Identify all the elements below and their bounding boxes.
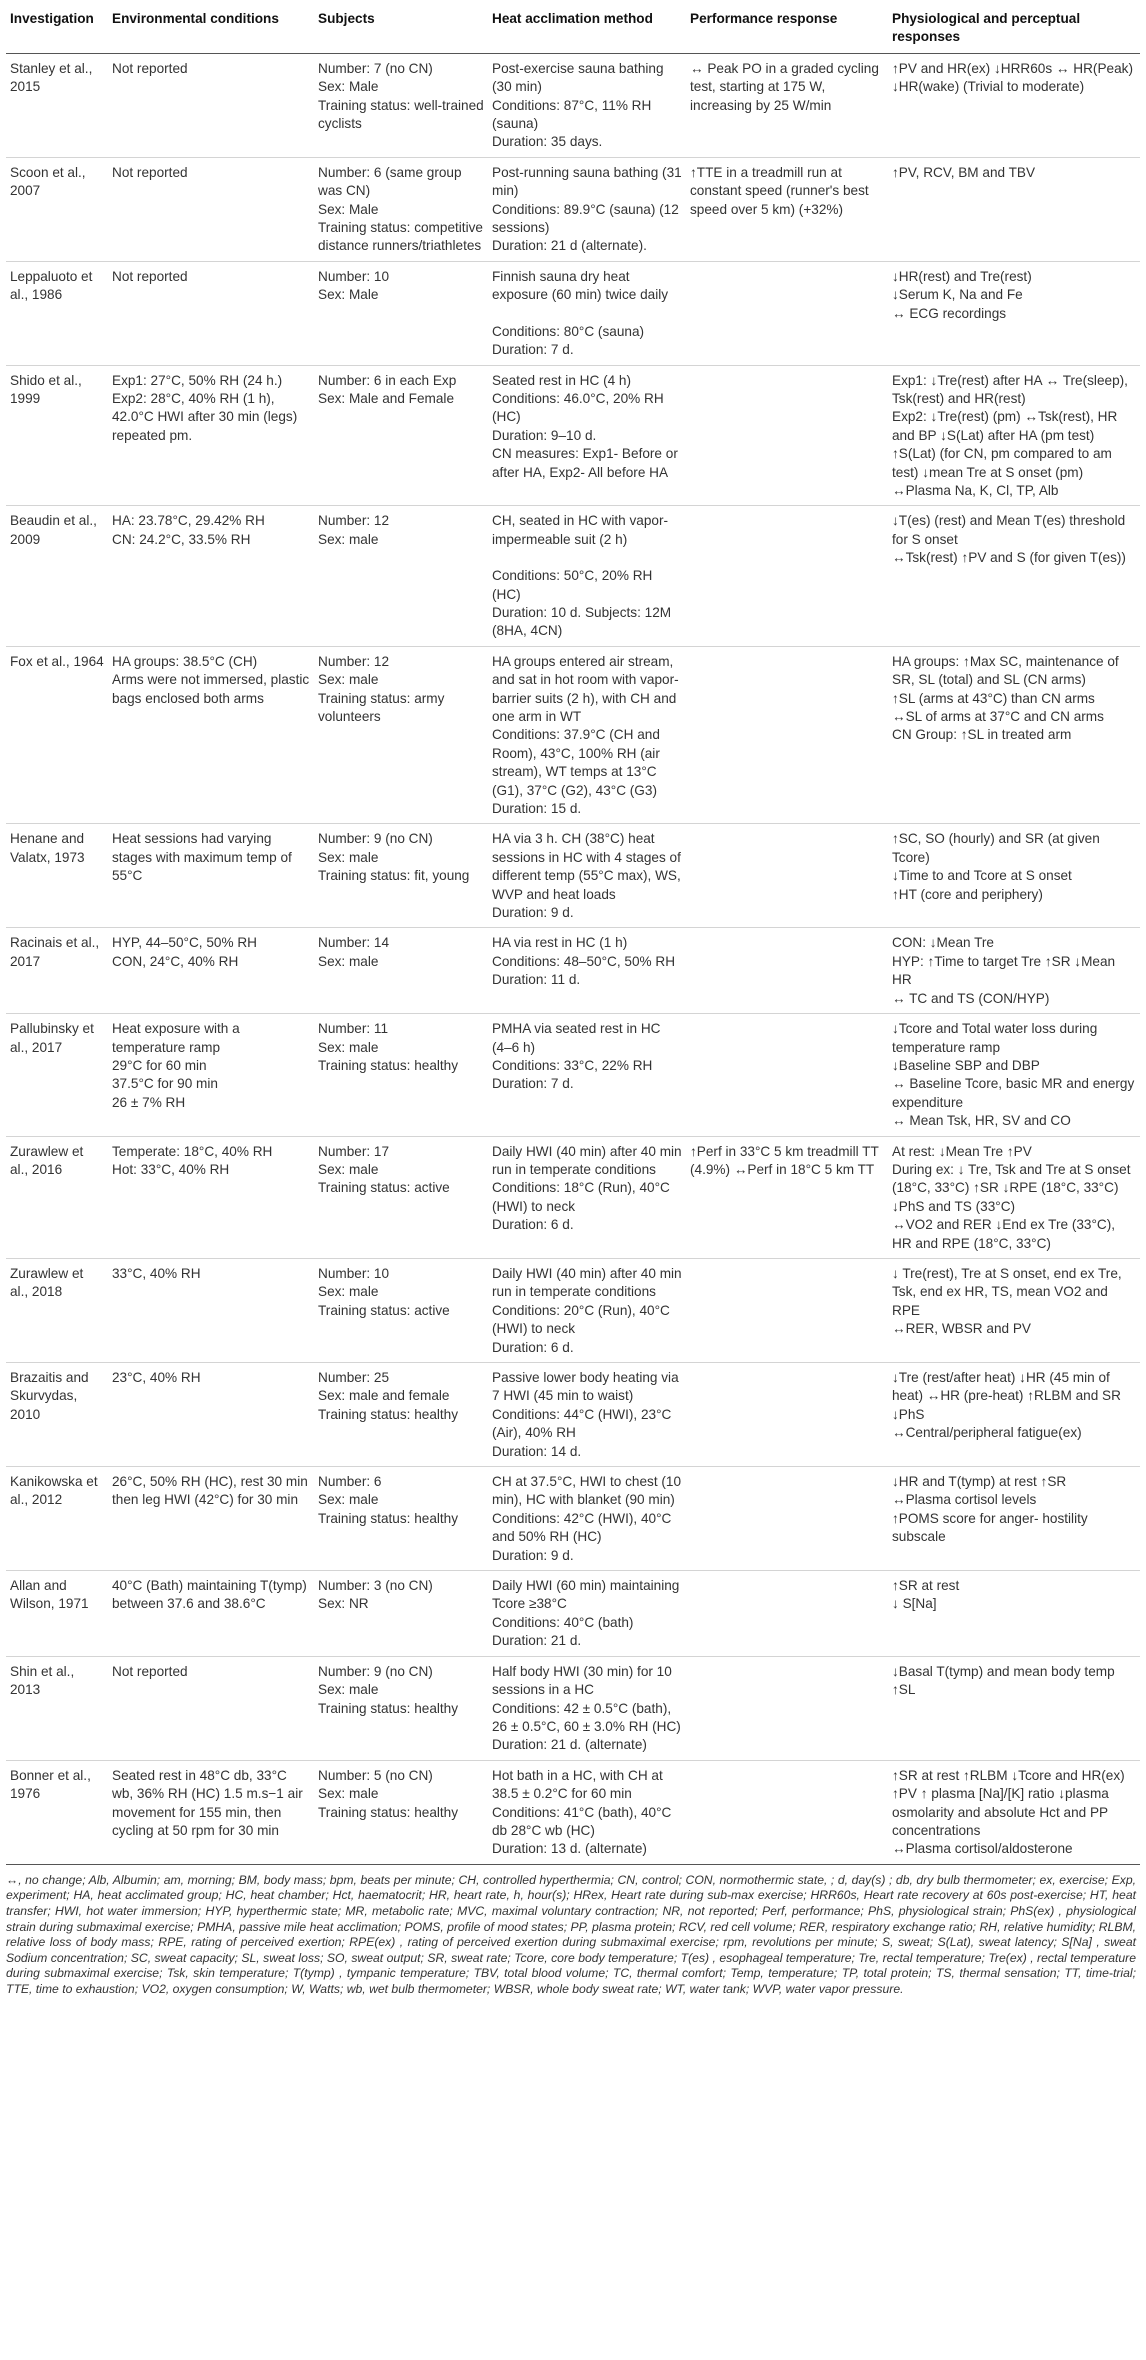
- cell-line: ↔SL of arms at 37°C and CN arms: [892, 709, 1104, 724]
- performance-cell: [686, 1467, 888, 1571]
- cell-line: 37.5°C for 90 min: [112, 1076, 218, 1092]
- cell-line: Sex: male: [318, 1284, 379, 1300]
- table-row: [6, 1467, 1140, 1571]
- cell-line: Number: 6 (same group was CN): [318, 164, 462, 199]
- investigation-cell: Racinais et al., 2017: [6, 928, 108, 1014]
- method-cell: [488, 506, 686, 646]
- environment-cell: [108, 646, 314, 824]
- method-cell: [488, 1467, 686, 1571]
- cell-line: ↔Plasma cortisol/aldosterone: [892, 1841, 1073, 1857]
- method-cell: [488, 928, 686, 1014]
- physiological-cell: [888, 1363, 1140, 1467]
- subjects-cell: [314, 1571, 488, 1657]
- cell-line: Not reported: [112, 1663, 188, 1679]
- table-row: [6, 1656, 1140, 1760]
- performance-cell: [686, 506, 888, 646]
- cell-line: Number: 17: [318, 1143, 390, 1159]
- cell-line: Conditions: 41°C (bath), 40°C db 28°C wb (HC): [492, 1804, 672, 1838]
- physiological-cell: [888, 1656, 1140, 1760]
- performance-cell: [686, 1258, 888, 1362]
- cell-line: ↔Plasma Na, K, Cl, TP, Alb: [892, 482, 1059, 498]
- cell-line: ↔Central/peripheral fatigue(ex): [892, 1425, 1082, 1441]
- cell-line: HYP, 44–50°C, 50% RH: [112, 935, 257, 951]
- cell-line: ↓Baseline SBP and DBP: [892, 1057, 1040, 1073]
- physiological-cell: [888, 1136, 1140, 1258]
- performance-cell: [686, 1363, 888, 1467]
- cell-line: ↔Tsk(rest) ↑PV and S (for given T(es)): [892, 550, 1126, 566]
- cell-line: Duration: 21 d (alternate).: [492, 238, 647, 254]
- investigation-cell: Allan and Wilson, 1971: [6, 1571, 108, 1657]
- cell-line: Heat exposure with a temperature ramp: [112, 1021, 240, 1055]
- performance-cell: [686, 53, 888, 157]
- subjects-cell: [314, 53, 488, 157]
- header-performance-response: Performance response: [686, 8, 888, 53]
- performance-cell: [686, 1136, 888, 1258]
- investigation-cell: Pallubinsky et al., 2017: [6, 1014, 108, 1136]
- cell-line: Number: 10: [318, 1265, 390, 1281]
- cell-line: ↓Time to and Tcore at S onset: [892, 868, 1072, 884]
- table-row: [6, 261, 1140, 365]
- cell-line: 23°C, 40% RH: [112, 1370, 201, 1385]
- cell-line: Sex: male: [318, 672, 379, 688]
- cell-line: Duration: 15 d.: [492, 801, 582, 817]
- cell-line: ↔RER, WBSR and PV: [892, 1321, 1031, 1337]
- cell-line: Training status: active: [318, 1180, 450, 1196]
- performance-cell: [686, 365, 888, 506]
- method-cell: [488, 261, 686, 365]
- physiological-cell: [888, 824, 1140, 928]
- cell-line: Daily HWI (60 min) maintaining Tcore ≥38°C: [492, 1578, 680, 1612]
- cell-line: PMHA via seated rest in HC (4–6 h): [492, 1021, 661, 1055]
- cell-line: Exp1: ↓Tre(rest) after HA ↔ Tre(sleep), Tsk(rest) and HR(rest): [892, 372, 1128, 406]
- cell-line: Number: 25: [318, 1370, 390, 1385]
- header-environmental-conditions: Environmental conditions: [108, 8, 314, 53]
- cell-line: Training status: fit, young: [318, 868, 470, 884]
- table-row: [6, 928, 1140, 1014]
- cell-line: Duration: 6 d.: [492, 1217, 574, 1233]
- cell-line: Sex: Male: [318, 287, 379, 303]
- cell-line: Exp1: 27°C, 50% RH (24 h.): [112, 372, 283, 388]
- method-cell: [488, 1571, 686, 1657]
- environment-cell: [108, 1656, 314, 1760]
- cell-line: ↔ Baseline Tcore, basic MR and energy expenditure: [892, 1076, 1135, 1110]
- physiological-cell: [888, 365, 1140, 506]
- cell-line: ↓T(es) (rest) and Mean T(es) threshold for S onset: [892, 513, 1126, 547]
- cell-line: CN measures: Exp1- Before or after HA, Exp2- All before HA: [492, 446, 678, 480]
- cell-line: At rest: ↓Mean Tre ↑PV: [892, 1143, 1032, 1159]
- table-row: [6, 1258, 1140, 1362]
- cell-line: 26°C, 50% RH (HC), rest 30 min then leg HWI (42°C) for 30 min: [112, 1474, 308, 1508]
- performance-cell: [686, 157, 888, 261]
- cell-line: Conditions: 18°C (Run), 40°C (HWI) to neck: [492, 1180, 670, 1214]
- cell-line: Number: 11: [318, 1021, 389, 1037]
- table-row: [6, 1136, 1140, 1258]
- method-cell: [488, 1258, 686, 1362]
- cell-line: Sex: NR: [318, 1596, 369, 1612]
- physiological-cell: [888, 53, 1140, 157]
- cell-line: ↑SR at rest: [892, 1578, 960, 1594]
- cell-line: Daily HWI (40 min) after 40 min run in temperate conditions: [492, 1143, 682, 1177]
- performance-cell: [686, 261, 888, 365]
- cell-line: Hot bath in a HC, with CH at 38.5 ± 0.2°C for 60 min: [492, 1767, 663, 1802]
- cell-line: ↑SR at rest ↑RLBM ↓Tcore and HR(ex): [892, 1767, 1125, 1783]
- method-cell: [488, 53, 686, 157]
- cell-line: Conditions: 46.0°C, 20% RH (HC): [492, 390, 664, 425]
- environment-cell: [108, 1014, 314, 1136]
- cell-line: CON, 24°C, 40% RH: [112, 953, 239, 969]
- cell-line: Not reported: [112, 268, 188, 284]
- cell-line: ↑S(Lat) (for CN, pm compared to am test) ↓mean Tre at S onset (pm): [892, 446, 1112, 480]
- cell-line: Sex: male: [318, 849, 379, 865]
- cell-line: Number: 14: [318, 935, 390, 951]
- cell-line: Exp2: ↓Tre(rest) (pm) ↔Tsk(rest), HR and BP ↓S(Lat) after HA (pm test): [892, 409, 1118, 443]
- subjects-cell: [314, 261, 488, 365]
- cell-line: 29°C for 60 min: [112, 1057, 207, 1073]
- cell-line: Number: 6 in each Exp: [318, 372, 457, 388]
- cell-line: Sex: Male: [318, 79, 379, 95]
- investigation-cell: Zurawlew et al., 2018: [6, 1258, 108, 1362]
- environment-cell: [108, 1760, 314, 1864]
- physiological-cell: [888, 261, 1140, 365]
- cell-line: Training status: competitive distance runners/triathletes: [318, 220, 483, 254]
- environment-cell: [108, 824, 314, 928]
- cell-line: Conditions: 89.9°C (sauna) (12 sessions): [492, 201, 679, 236]
- investigation-cell: Leppaluoto et al., 1986: [6, 261, 108, 365]
- cell-line: ↓ Tre(rest), Tre at S onset, end ex Tre, Tsk, end ex HR, TS, mean VO2 and RPE: [892, 1265, 1122, 1318]
- cell-line: HA groups: ↑Max SC, maintenance of SR, SL (total) and SL (CN arms): [892, 653, 1119, 688]
- cell-line: Not reported: [112, 60, 188, 76]
- cell-line: ↔ Mean Tsk, HR, SV and CO: [892, 1113, 1071, 1129]
- cell-line: Duration: 7 d.: [492, 342, 574, 358]
- cell-line: Sex: male: [318, 531, 379, 547]
- cell-line: Training status: active: [318, 1302, 450, 1318]
- method-cell: [488, 1363, 686, 1467]
- cell-line: ↑SL: [892, 1682, 916, 1698]
- cell-line: ↓HR and T(tymp) at rest ↑SR: [892, 1474, 1067, 1490]
- cell-line: Number: 5 (no CN): [318, 1767, 433, 1783]
- cell-line: Post-running sauna bathing (31 min): [492, 164, 682, 199]
- cell-line: ↔ TC and TS (CON/HYP): [892, 990, 1050, 1006]
- cell-line: ↑PV ↑ plasma [Na]/[K] ratio ↓plasma osmolarity and absolute Hct and PP concentrations: [892, 1786, 1109, 1838]
- table-row: [6, 157, 1140, 261]
- physiological-cell: [888, 646, 1140, 824]
- cell-line: Daily HWI (40 min) after 40 min run in temperate conditions: [492, 1265, 682, 1300]
- cell-line: ↑POMS score for anger- hostility subscale: [892, 1510, 1088, 1545]
- cell-line: ↓HR(rest) and Tre(rest): [892, 268, 1032, 284]
- cell-line: Duration: 6 d.: [492, 1339, 574, 1355]
- cell-line: ↑HT (core and periphery): [892, 886, 1043, 902]
- physiological-cell: [888, 1571, 1140, 1657]
- cell-line: ↓Tre (rest/after heat) ↓HR (45 min of heat) ↔HR (pre-heat) ↑RLBM and SR ↓PhS: [892, 1370, 1121, 1422]
- cell-line: Conditions: 44°C (HWI), 23°C (Air), 40% RH: [492, 1406, 672, 1441]
- cell-line: Training status: healthy: [318, 1804, 459, 1820]
- physiological-cell: [888, 1467, 1140, 1571]
- cell-line: Seated rest in HC (4 h): [492, 372, 632, 388]
- cell-line: Exp2: 28°C, 40% RH (1 h), 42.0°C HWI after 30 min (legs) repeated pm.: [112, 390, 298, 443]
- cell-line: Number: 7 (no CN): [318, 60, 433, 76]
- cell-line: ↔ Peak PO in a graded cycling test, starting at 175 W, increasing by 25 W/min: [690, 60, 879, 113]
- physiological-cell: [888, 1760, 1140, 1864]
- cell-line: 33°C, 40% RH: [112, 1265, 201, 1281]
- cell-line: ↑SL (arms at 43°C) than CN arms: [892, 690, 1095, 706]
- physiological-cell: [888, 157, 1140, 261]
- cell-line: HYP: ↑Time to target Tre ↑SR ↓Mean HR: [892, 953, 1116, 988]
- cell-line: Passive lower body heating via 7 HWI (45 min to waist): [492, 1370, 679, 1404]
- cell-line: ↓HR(wake) (Trivial to moderate): [892, 79, 1085, 95]
- cell-line: CH, seated in HC with vapor-impermeable suit (2 h): [492, 513, 669, 547]
- subjects-cell: [314, 365, 488, 506]
- cell-line: Duration: 14 d.: [492, 1443, 582, 1459]
- cell-line: ↔Plasma cortisol levels: [892, 1492, 1037, 1508]
- environment-cell: [108, 53, 314, 157]
- header-heat-acclimation-method: Heat acclimation method: [488, 8, 686, 53]
- cell-line: Number: 12: [318, 653, 390, 669]
- cell-line: Temperate: 18°C, 40% RH: [112, 1143, 273, 1159]
- table-row: [6, 506, 1140, 646]
- performance-cell: [686, 1760, 888, 1864]
- method-cell: [488, 157, 686, 261]
- table-row: [6, 365, 1140, 506]
- table-row: [6, 1760, 1140, 1864]
- header-investigation: Investigation: [6, 8, 108, 53]
- subjects-cell: [314, 646, 488, 824]
- header-row: [6, 8, 1140, 53]
- cell-line: ↑SC, SO (hourly) and SR (at given Tcore): [892, 831, 1100, 865]
- method-cell: [488, 1760, 686, 1864]
- cell-line: Sex: male: [318, 1161, 379, 1177]
- cell-line: Duration: 35 days.: [492, 134, 603, 150]
- cell-line: Finnish sauna dry heat exposure (60 min) twice daily: [492, 268, 669, 303]
- environment-cell: [108, 1467, 314, 1571]
- physiological-cell: [888, 1258, 1140, 1362]
- subjects-cell: [314, 1014, 488, 1136]
- cell-line: Conditions: 42 ± 0.5°C (bath), 26 ± 0.5°C, 60 ± 3.0% RH (HC): [492, 1700, 681, 1734]
- cell-line: Number: 3 (no CN): [318, 1578, 433, 1594]
- cell-line: HA groups entered air stream, and sat in hot room with vapor-barrier suits (2 h), with CH and one arm in WT: [492, 653, 679, 724]
- method-cell: [488, 646, 686, 824]
- performance-cell: [686, 1656, 888, 1760]
- cell-line: Arms were not immersed, plastic bags enclosed both arms: [112, 672, 310, 706]
- cell-line: CH at 37.5°C, HWI to chest (10 min), HC with blanket (90 min): [492, 1474, 682, 1508]
- cell-line: Duration: 7 d.: [492, 1076, 574, 1092]
- cell-line: HA: 23.78°C, 29.42% RH: [112, 513, 265, 529]
- cell-line: Training status: healthy: [318, 1057, 459, 1073]
- performance-cell: [686, 646, 888, 824]
- heat-acclimation-table: [6, 8, 1140, 1865]
- table-row: [6, 824, 1140, 928]
- environment-cell: [108, 1571, 314, 1657]
- physiological-cell: [888, 506, 1140, 646]
- cell-line: Number: 6: [318, 1474, 382, 1490]
- cell-line: Duration: 9 d.: [492, 905, 574, 921]
- environment-cell: [108, 506, 314, 646]
- cell-line: ↓ S[Na]: [892, 1596, 937, 1612]
- cell-line: HA groups: 38.5°C (CH): [112, 653, 258, 669]
- cell-line: Training status: well-trained cyclists: [318, 97, 484, 132]
- spacer: [492, 549, 682, 567]
- cell-line: 26 ± 7% RH: [112, 1094, 186, 1110]
- performance-cell: [686, 1571, 888, 1657]
- cell-line: Number: 9 (no CN): [318, 1663, 433, 1679]
- header-subjects: Subjects: [314, 8, 488, 53]
- cell-line: Conditions: 40°C (bath): [492, 1614, 634, 1630]
- cell-line: Sex: male: [318, 1492, 379, 1508]
- table-header: [6, 8, 1140, 53]
- table-footnote: ↔, no change; Alb, Albumin; am, morning; BM, body mass; bpm, beats per minute; CH, controlled hyperthermia; CN, control; CON, normothermic state, ; d, day(s) ; db, dry bulb thermometer; ex, exercise; Exp, experiment; HA, heat acclimated group; HC, heat chamber; Hct, haematocrit; HR, heart rate, h, hour(s); HRex, Heart rate during sub-max exercise; HRR60s, Heart rate recovery at 60s post-exercise; HT, heat transfer; HWI, hot water immersion; HYP, hyperthermic state; MR, metabolic rate; MVC, maximal voluntary contraction; NR, not reported; Perf, performance; PhS, physiological strain; PhS(ex) , physiological strain during submaximal exercise; PMHA, passive mile heat acclimation; POMS, profile of mood states; PP, plasma protein; RCV, red cell volume; RER, respiratory exchange ratio; RH, relative humidity; RLBM, relative loss of body mass; RPE, rating of perceived exertion; RPE(ex) , rating of perceived exertion during submaximal exercise; rpm, revolutions per minute; S, sweat; S(Lat), sweat latency; S[Na] , sweat Sodium concentration; SC, sweat capacity; SL, sweat loss; SO, sweat output; SR, sweat rate; Tcore, core body temperature; T(es) , esophageal temperature; Tre, rectal temperature; Tre(ex) , rectal temperature during submaximal exercise; Tsk, skin temperature; T(tymp) , tympanic temperature; TBV, total blood volume; TC, thermal comfort; Temp, temperature; TP, total protein; TS, thermal sensation; TT, time-trial; TTE, time to exhaustion; VO2, oxygen consumption; W, Watts; wb, wet bulb thermometer; WBSR, whole body sweat rate; WT, water tank; WVP, water vapor pressure.: [6, 1872, 1136, 1996]
- subjects-cell: [314, 506, 488, 646]
- table-body: [6, 53, 1140, 1864]
- cell-line: ↑Perf in 33°C 5 km treadmill TT (4.9%) ↔Perf in 18°C 5 km TT: [690, 1143, 879, 1177]
- investigation-cell: Bonner et al., 1976: [6, 1760, 108, 1864]
- cell-line: HA via 3 h. CH (38°C) heat sessions in HC with 4 stages of different temp (55°C max), WS, WVP and heat loads: [492, 831, 681, 902]
- cell-line: Duration: 9–10 d.: [492, 427, 597, 443]
- cell-line: CN: 24.2°C, 33.5% RH: [112, 531, 251, 547]
- cell-line: Conditions: 20°C (Run), 40°C (HWI) to neck: [492, 1302, 670, 1337]
- environment-cell: [108, 365, 314, 506]
- cell-line: Conditions: 80°C (sauna): [492, 323, 645, 339]
- environment-cell: [108, 928, 314, 1014]
- cell-line: Sex: Male: [318, 201, 379, 217]
- investigation-cell: Fox et al., 1964: [6, 646, 108, 824]
- cell-line: ↓Basal T(tymp) and mean body temp: [892, 1663, 1115, 1679]
- table-row: [6, 1571, 1140, 1657]
- subjects-cell: [314, 1363, 488, 1467]
- subjects-cell: [314, 928, 488, 1014]
- performance-cell: [686, 824, 888, 928]
- investigation-cell: Shin et al., 2013: [6, 1656, 108, 1760]
- method-cell: [488, 1136, 686, 1258]
- method-cell: [488, 824, 686, 928]
- cell-line: Duration: 13 d. (alternate): [492, 1841, 647, 1857]
- environment-cell: [108, 1136, 314, 1258]
- cell-line: ↔VO2 and RER ↓End ex Tre (33°C), HR and RPE (18°C, 33°C): [892, 1217, 1116, 1251]
- cell-line: CON: ↓Mean Tre: [892, 935, 994, 951]
- environment-cell: [108, 1363, 314, 1467]
- cell-line: Number: 9 (no CN): [318, 831, 433, 847]
- cell-line: Duration: 21 d. (alternate): [492, 1737, 647, 1753]
- cell-line: Hot: 33°C, 40% RH: [112, 1161, 230, 1177]
- cell-line: During ex: ↓ Tre, Tsk and Tre at S onset (18°C, 33°C) ↑SR ↓RPE (18°C, 33°C) ↓PhS and TS (33°C): [892, 1161, 1131, 1214]
- physiological-cell: [888, 1014, 1140, 1136]
- method-cell: [488, 1656, 686, 1760]
- cell-line: Sex: male and female: [318, 1388, 450, 1404]
- subjects-cell: [314, 1136, 488, 1258]
- investigation-cell: Scoon et al., 2007: [6, 157, 108, 261]
- subjects-cell: [314, 157, 488, 261]
- cell-line: Sex: Male and Female: [318, 390, 455, 406]
- cell-line: HA via rest in HC (1 h): [492, 935, 628, 951]
- cell-line: Sex: male: [318, 1786, 379, 1802]
- table-row: [6, 1363, 1140, 1467]
- method-cell: [488, 1014, 686, 1136]
- cell-line: Duration: 21 d.: [492, 1633, 582, 1649]
- cell-line: Conditions: 87°C, 11% RH (sauna): [492, 97, 652, 132]
- cell-line: Half body HWI (30 min) for 10 sessions in a HC: [492, 1663, 672, 1698]
- cell-line: Sex: male: [318, 1682, 379, 1698]
- investigation-cell: Brazaitis and Skurvydas, 2010: [6, 1363, 108, 1467]
- method-cell: [488, 365, 686, 506]
- cell-line: Post-exercise sauna bathing (30 min): [492, 60, 664, 95]
- performance-cell: [686, 928, 888, 1014]
- environment-cell: [108, 261, 314, 365]
- cell-line: Duration: 10 d. Subjects: 12M (8HA, 4CN): [492, 604, 672, 639]
- performance-cell: [686, 1014, 888, 1136]
- subjects-cell: [314, 1258, 488, 1362]
- cell-line: Training status: healthy: [318, 1510, 459, 1526]
- investigation-cell: Shido et al., 1999: [6, 365, 108, 506]
- physiological-cell: [888, 928, 1140, 1014]
- cell-line: ↔ ECG recordings: [892, 305, 1007, 321]
- cell-line: ↑PV, RCV, BM and TBV: [892, 164, 1036, 180]
- cell-line: Conditions: 42°C (HWI), 40°C and 50% RH (HC): [492, 1510, 672, 1545]
- cell-line: ↓Tcore and Total water loss during temperature ramp: [892, 1021, 1098, 1055]
- cell-line: ↑PV and HR(ex) ↓HRR60s ↔ HR(Peak): [892, 60, 1133, 76]
- cell-line: Number: 10: [318, 268, 390, 284]
- investigation-cell: Henane and Valatx, 1973: [6, 824, 108, 928]
- cell-line: Duration: 11 d.: [492, 972, 581, 988]
- cell-line: Heat sessions had varying stages with maximum temp of 55°C: [112, 831, 292, 884]
- subjects-cell: [314, 824, 488, 928]
- environment-cell: [108, 1258, 314, 1362]
- table-row: [6, 53, 1140, 157]
- cell-line: CN Group: ↑SL in treated arm: [892, 727, 1072, 743]
- cell-line: Not reported: [112, 164, 188, 180]
- header-physiological-responses: Physiological and perceptual responses: [888, 8, 1140, 53]
- environment-cell: [108, 157, 314, 261]
- cell-line: Conditions: 48–50°C, 50% RH: [492, 953, 676, 969]
- cell-line: Sex: male: [318, 953, 379, 969]
- cell-line: Conditions: 50°C, 20% RH (HC): [492, 568, 653, 602]
- investigation-cell: Kanikowska et al., 2012: [6, 1467, 108, 1571]
- subjects-cell: [314, 1467, 488, 1571]
- table-row: [6, 646, 1140, 824]
- cell-line: Number: 12: [318, 513, 390, 529]
- cell-line: ↓Serum K, Na and Fe: [892, 287, 1023, 303]
- cell-line: Conditions: 37.9°C (CH and Room), 43°C, 100% RH (air stream), WT temps at 13°C (G1), 37°C (G2), 43°C (G3): [492, 727, 660, 798]
- spacer: [492, 305, 682, 323]
- cell-line: Training status: army volunteers: [318, 690, 445, 724]
- cell-line: Seated rest in 48°C db, 33°C wb, 36% RH (HC) 1.5 m.s−1 air movement for 155 min, then cycling at 50 rpm for 30 min: [112, 1767, 303, 1838]
- cell-line: Sex: male: [318, 1039, 379, 1055]
- cell-line: Duration: 9 d.: [492, 1547, 574, 1563]
- cell-line: Training status: healthy: [318, 1700, 459, 1716]
- cell-line: ↑TTE in a treadmill run at constant speed (runner's best speed over 5 km) (+32%): [690, 164, 869, 217]
- cell-line: 40°C (Bath) maintaining T(tymp) between 37.6 and 38.6°C: [112, 1578, 307, 1612]
- table-row: [6, 1014, 1140, 1136]
- investigation-cell: Stanley et al., 2015: [6, 53, 108, 157]
- cell-line: Conditions: 33°C, 22% RH: [492, 1057, 653, 1073]
- investigation-cell: Zurawlew et al., 2016: [6, 1136, 108, 1258]
- cell-line: Training status: healthy: [318, 1406, 459, 1422]
- subjects-cell: [314, 1760, 488, 1864]
- subjects-cell: [314, 1656, 488, 1760]
- investigation-cell: Beaudin et al., 2009: [6, 506, 108, 646]
